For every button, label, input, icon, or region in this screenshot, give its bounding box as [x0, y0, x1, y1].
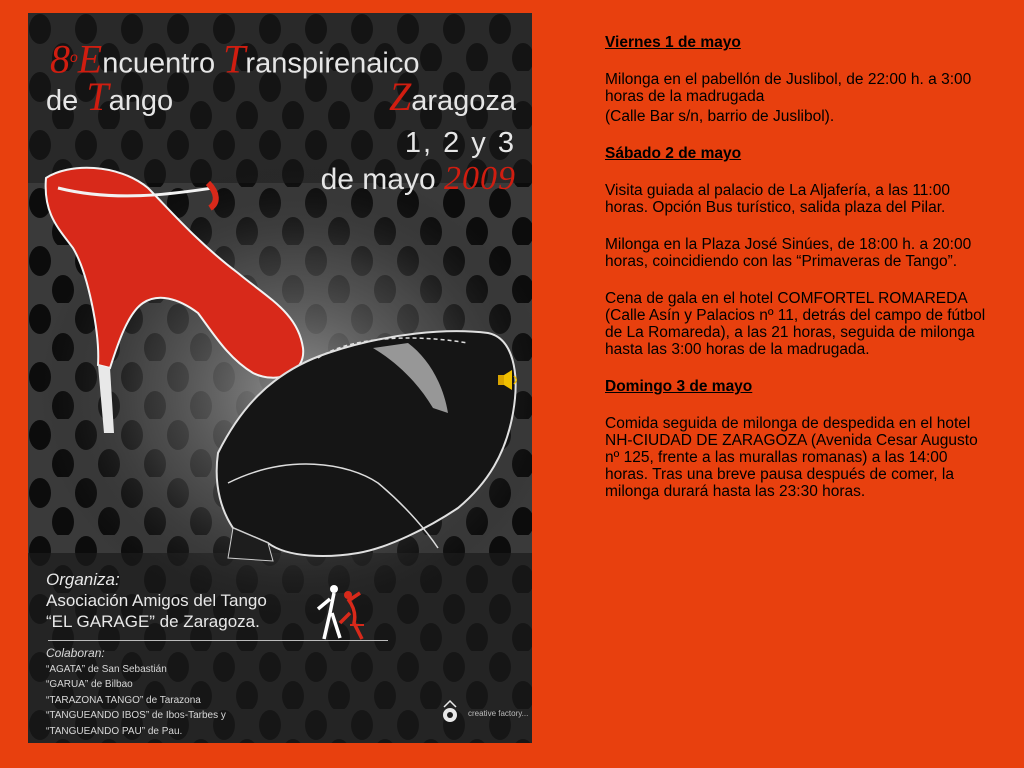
tango-poster — [28, 13, 532, 743]
title-word-transpirenaico: ranspirenaico — [245, 47, 420, 80]
collaborator-item — [46, 693, 346, 709]
poster-artwork — [28, 13, 532, 743]
collaborators-label: Colaboran: — [46, 646, 105, 660]
title-year: 2009 — [444, 160, 516, 197]
event-paragraph: Comida seguida de milonga de despedida en el hotel NH-CIUDAD DE ZARAGOZA (Avenida Cesar Augusto nº 125, frente a las murallas romanas) a las 14:00 horas. Tras una breve pausa después de comer, la milonga durará hasta las 23:30 horas. — [605, 415, 978, 500]
title-word-encuentro: ncuentro — [102, 47, 224, 80]
title-word-de: de — [46, 84, 87, 117]
day-title-friday: Viernes 1 de mayo — [605, 34, 741, 51]
event-paragraph: Milonga en el pabellón de Juslibol, de 22:00 h. a 3:00 horas de la madrugada — [605, 71, 972, 105]
collaborator-place: de Bilbao — [88, 679, 133, 690]
collaborator-item — [46, 708, 346, 724]
collaborator-place: de San Sebastián — [85, 663, 167, 675]
title-word-tango: ango — [108, 84, 174, 117]
organizer-block — [46, 569, 406, 632]
title-month: de mayo — [320, 163, 436, 196]
poster-title — [46, 36, 516, 197]
title-number-sup: o — [70, 49, 78, 65]
collaborator-place: de Tarazona — [143, 694, 201, 706]
collaborator-item — [46, 662, 346, 678]
title-line-2 — [46, 73, 516, 119]
organizer-line-2: “EL GARAGE” de Zaragoza. — [46, 612, 260, 631]
event-paragraph: Visita guiada al palacio de La Aljafería, a las 11:00 horas. Opción Bus turístico, salida plaza del Pilar. — [605, 182, 950, 216]
organizer-label: Organiza: — [46, 570, 120, 589]
designer-credit: creative factory... — [468, 709, 529, 718]
title-days: 1, 2 y 3 — [404, 127, 516, 159]
collaborator-name: “TANGUEANDO IBOS” — [46, 710, 150, 721]
title-cap-e: E — [77, 36, 103, 82]
collaborator-place: de Ibos-Tarbes y — [149, 710, 226, 721]
title-word-zaragoza: aragoza — [411, 84, 516, 117]
title-number: 8 — [50, 36, 70, 82]
poster-divider — [48, 640, 388, 641]
organizer-line-1: Asociación Amigos del Tango — [46, 591, 267, 610]
title-cap-t: T — [223, 36, 246, 82]
collaborators-block — [46, 646, 346, 739]
title-date — [46, 161, 516, 198]
collaborator-item — [46, 677, 346, 693]
collaborator-place: de Pau. — [145, 725, 183, 737]
event-paragraph: (Calle Bar s/n, barrio de Juslibol). — [605, 108, 835, 125]
event-program — [589, 34, 994, 520]
day-title-sunday: Domingo 3 de mayo — [605, 378, 753, 395]
day-title-saturday: Sábado 2 de mayo — [605, 145, 742, 162]
title-cap-t2: T — [86, 73, 109, 119]
collaborator-name: “AGATA” — [46, 663, 86, 675]
collaborator-item — [46, 724, 346, 740]
title-line-1 — [46, 36, 516, 82]
collaborator-name: “TARAZONA TANGO” — [46, 694, 144, 706]
event-paragraph: Milonga en la Plaza José Sinúes, de 18:00 h. a 20:00 horas, coincidiendo con las “Primaveras de Tango”. — [605, 236, 972, 270]
collaborator-name: “TANGUEANDO PAU” — [46, 725, 146, 737]
title-cap-z: Z — [388, 73, 412, 119]
event-paragraph: Cena de gala en el hotel COMFORTEL ROMAREDA (Calle Asín y Palacios nº 11, detrás del campo de fútbol de La Romareda), a las 21 horas, seguida de milonga hasta las 3:00 horas de la madrugada. — [605, 290, 986, 358]
collaborator-name: “GARUA” — [46, 679, 89, 690]
